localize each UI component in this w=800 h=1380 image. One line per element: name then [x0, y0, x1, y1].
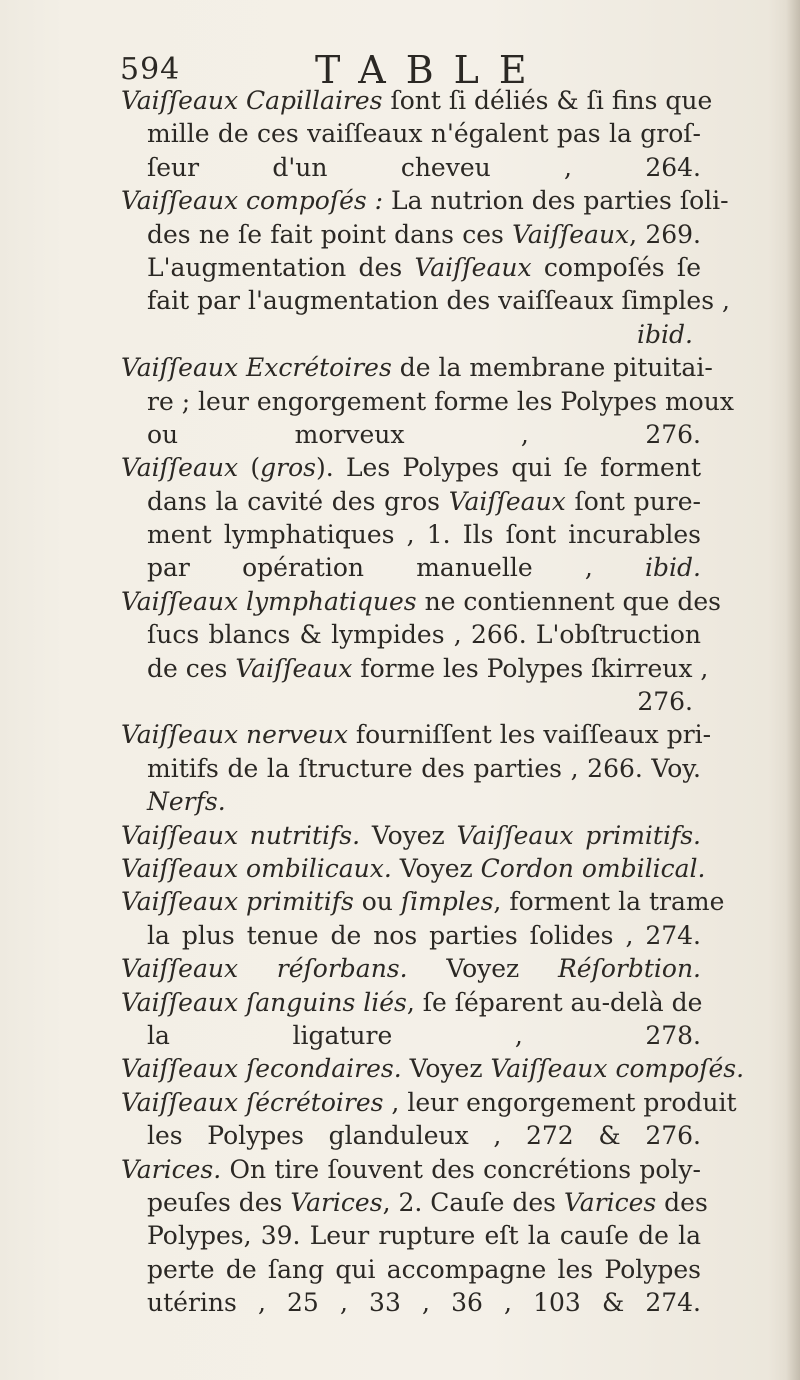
text-run: (	[238, 453, 261, 483]
italic-text: Varices	[563, 1187, 657, 1217]
text-run: ſeur d'un cheveu , 264.	[147, 152, 701, 182]
text-run: ſucs blancs & lympides , 266. L'obſtruction	[147, 620, 701, 650]
italic-text: Cordon ombilical.	[480, 853, 706, 883]
text-run: la plus tenue de nos parties ſolides , 274.	[147, 920, 701, 950]
entry-heading-line	[121, 718, 712, 751]
text-run: forme les Polypes ſkirreux ,	[352, 653, 709, 683]
text-run: 276.	[637, 687, 693, 717]
text-run: ſont ſi déliés & ſi fins que	[382, 86, 713, 115]
entry-continuation-line	[121, 652, 709, 685]
entry-heading-line	[121, 819, 701, 852]
italic-text: Vaiſſeaux ſécrétoires	[121, 1087, 384, 1117]
entry-heading-line	[121, 585, 721, 618]
italic-text: Vaiſſeaux primitifs.	[456, 820, 701, 850]
text-run: utérins , 25 , 33 , 36 , 103 & 274.	[147, 1288, 701, 1318]
text-run: ment lymphatiques , 1. Ils ſont incurables	[147, 520, 701, 550]
text-run: La nutrion des parties ſoli-	[383, 186, 729, 216]
text-run: ou	[353, 887, 401, 917]
entry-continuation-line	[121, 318, 701, 351]
italic-text: Vaiſſeaux Capillaires	[121, 86, 383, 115]
entry-heading-line	[121, 1052, 745, 1085]
entry-continuation-line	[121, 752, 701, 785]
italic-text: Vaiſſeaux	[512, 219, 630, 249]
entry-heading-line	[121, 986, 701, 1019]
italic-text: Varices.	[121, 1154, 222, 1184]
running-title: TABLE	[315, 48, 547, 92]
entry-continuation-line	[121, 485, 701, 518]
italic-text: Vaiſſeaux primitifs	[121, 887, 354, 917]
text-run: fourniſſent les vaiſſeaux pri-	[347, 720, 712, 750]
entry-continuation-line	[121, 685, 701, 718]
italic-text: Vaiſſeaux	[121, 453, 239, 483]
text-run: ). Les Polypes qui ſe forment	[315, 453, 701, 483]
entry-heading-line	[121, 852, 706, 885]
text-run: dans la cavité des gros	[147, 486, 449, 516]
entry-continuation-line	[121, 117, 701, 150]
entry-continuation-line	[121, 1219, 701, 1252]
italic-text: Varices	[290, 1187, 383, 1217]
text-run: , ſe ſéparent au-delà de	[406, 987, 703, 1017]
entry-continuation-line	[121, 518, 701, 551]
text-run: de ces	[147, 653, 236, 683]
italic-text: Vaiſſeaux	[414, 252, 532, 282]
text-run: des	[656, 1187, 708, 1217]
text-run: la ligature , 278.	[147, 1020, 701, 1050]
italic-text: gros	[260, 453, 316, 483]
entry-continuation-line	[121, 1186, 708, 1219]
text-run: peuſes des	[147, 1187, 291, 1217]
text-run: Voyez	[391, 853, 481, 883]
entry-continuation-line	[121, 1019, 701, 1052]
entry-heading-line	[121, 184, 729, 217]
italic-text: Réſorbtion.	[557, 954, 701, 984]
text-run: ne contiennent que des	[416, 586, 721, 616]
italic-text: Vaiſſeaux ombilicaux.	[121, 853, 392, 883]
page-edge-shadow	[786, 0, 800, 1380]
entry-heading-line	[121, 351, 713, 384]
italic-text: Vaiſſeaux ſanguins liés	[121, 987, 407, 1017]
italic-text: Vaiſſeaux	[448, 486, 566, 516]
entry-continuation-line	[121, 218, 701, 251]
text-run: , 269.	[629, 219, 702, 249]
entry-continuation-line	[121, 284, 730, 317]
text-run: L'augmentation des	[147, 252, 415, 282]
entry-heading-line	[121, 885, 725, 918]
index-entries	[121, 84, 745, 1319]
text-run: , 2. Cauſe des	[382, 1187, 564, 1217]
entry-heading-line	[121, 1153, 701, 1186]
entry-heading-line	[121, 952, 701, 985]
text-run: re ; leur engorgement forme les Polypes moux	[147, 386, 734, 416]
text-run: fait par l'augmentation des vaiſſeaux ſimples ,	[147, 286, 730, 316]
text-run: Voyez	[360, 820, 457, 850]
italic-text: Vaiſſeaux Excrétoires	[121, 353, 392, 383]
page-number: 594	[120, 52, 181, 87]
text-run: Voyez	[401, 1054, 491, 1084]
italic-text: Vaiſſeaux nutritifs.	[121, 820, 361, 850]
text-run: compoſés ſe	[531, 252, 701, 282]
text-run: les Polypes glanduleux , 272 & 276.	[147, 1121, 701, 1151]
italic-text: Vaiſſeaux réſorbans.	[121, 954, 408, 984]
entry-continuation-line	[121, 1119, 701, 1152]
entry-continuation-line	[121, 418, 701, 451]
text-run: mille de ces vaiſſeaux n'égalent pas la groſ-	[147, 119, 701, 149]
entry-heading-line	[121, 84, 713, 117]
italic-text: Vaiſſeaux	[235, 653, 353, 683]
entry-heading-line	[121, 1086, 737, 1119]
text-run: Voyez	[407, 954, 558, 984]
italic-text: Nerfs.	[147, 787, 226, 817]
text-run: de la membrane pituitai-	[391, 353, 713, 383]
entry-continuation-line	[121, 1286, 701, 1319]
text-run: ou morveux , 276.	[147, 419, 701, 449]
text-run: des ne ſe fait point dans ces	[147, 219, 513, 249]
text-run: perte de ſang qui accompagne les Polypes	[147, 1254, 701, 1284]
italic-text: Vaiſſeaux lymphatiques	[121, 586, 417, 616]
text-run: Polypes, 39. Leur rupture eſt la cauſe de la	[147, 1221, 701, 1251]
italic-text: Vaiſſeaux compoſés.	[490, 1054, 745, 1084]
italic-text: Vaiſſeaux ſecondaires.	[121, 1054, 402, 1084]
text-run: ſont pure-	[565, 486, 701, 516]
entry-continuation-line	[121, 1253, 701, 1286]
italic-text: ibid.	[645, 553, 701, 583]
entry-continuation-line	[121, 251, 701, 284]
text-run: On tire ſouvent des concrétions poly-	[221, 1154, 701, 1184]
italic-text: Vaiſſeaux compoſés :	[121, 186, 384, 216]
entry-continuation-line	[121, 919, 701, 952]
text-run: , leur engorgement produit	[383, 1087, 737, 1117]
text-run: , forment la trame	[493, 887, 725, 917]
text-run: par opération manuelle ,	[147, 553, 646, 583]
text-run: mitifs de la ſtructure des parties , 266. Voy.	[147, 753, 701, 783]
entry-continuation-line	[121, 618, 701, 651]
entry-continuation-line	[121, 151, 701, 184]
entry-continuation-line	[121, 385, 734, 418]
entry-heading-line	[121, 451, 701, 484]
italic-text: ſimples	[400, 887, 494, 917]
italic-text: ibid.	[637, 319, 693, 349]
italic-text: Vaiſſeaux nerveux	[121, 720, 348, 750]
entry-continuation-line	[121, 785, 701, 818]
entry-continuation-line	[121, 551, 701, 584]
